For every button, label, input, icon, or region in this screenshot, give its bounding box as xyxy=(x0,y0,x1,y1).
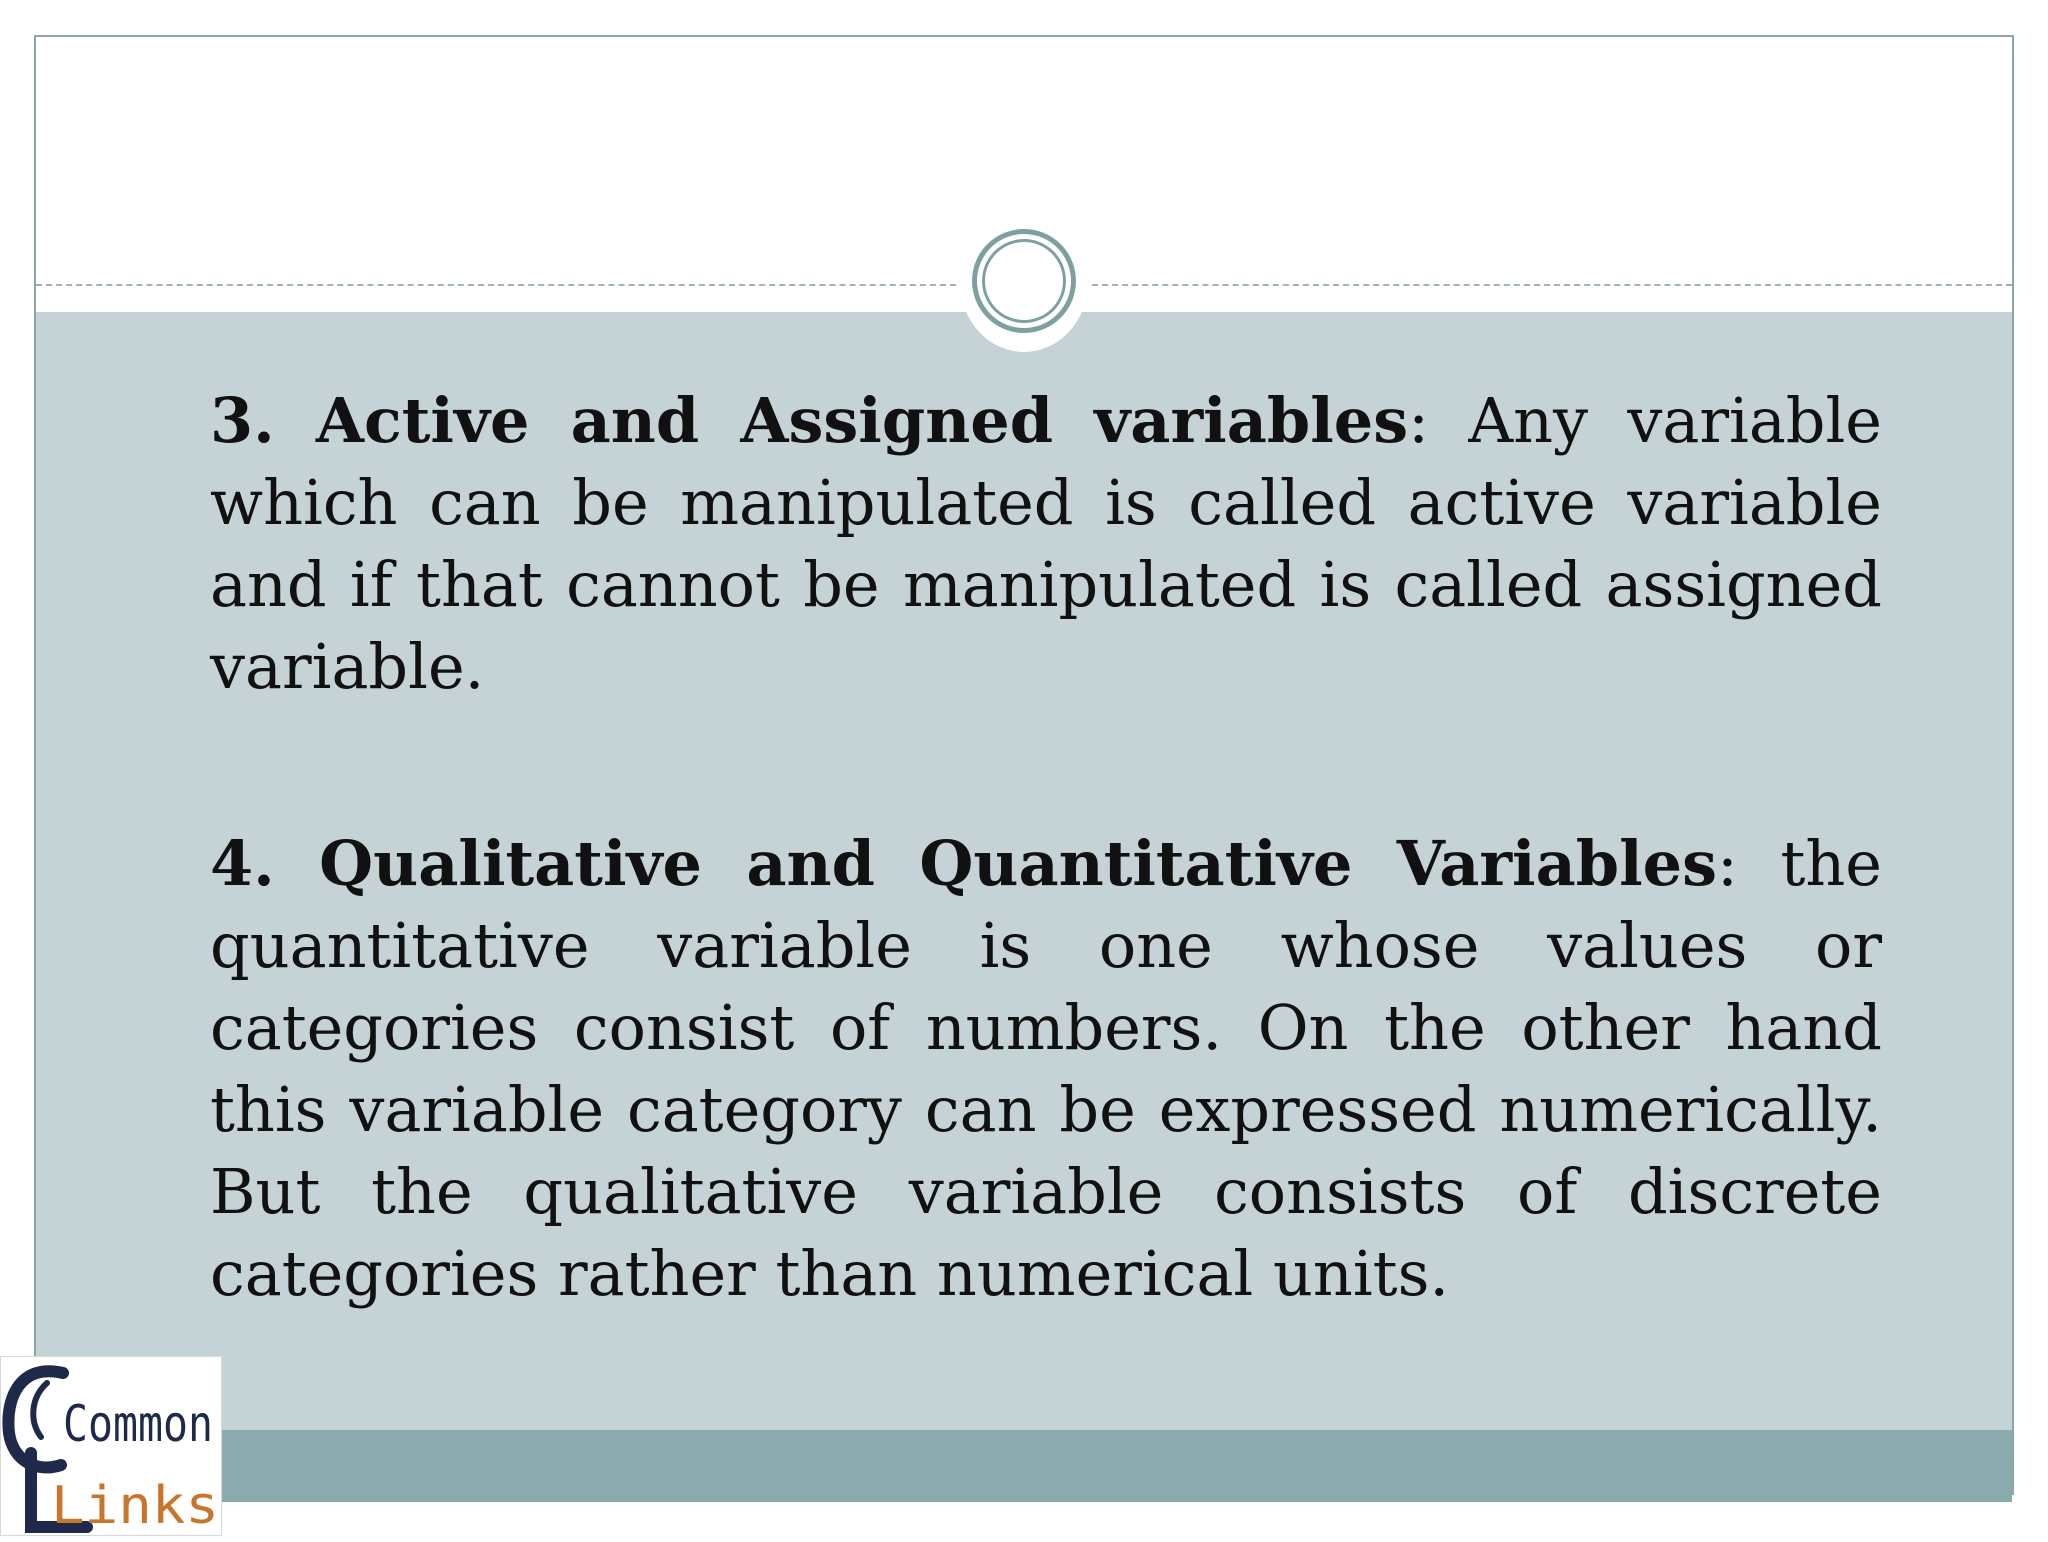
term-heading: 4. Qualitative and Quantitative Variables xyxy=(210,827,1718,900)
divider-right xyxy=(1092,284,2012,286)
footer-band xyxy=(36,1430,2012,1502)
common-links-logo-icon xyxy=(0,1356,222,1536)
paragraph-body: the quantitative variable is one whose values or categories consist of numbers. On the other hand this variable category can be expressed numerically. But the qualitative variable consists of discrete categories rather than numerical units. xyxy=(210,827,1882,1310)
logo-line1: Common xyxy=(63,1395,213,1453)
logo-graphic xyxy=(1,1357,223,1537)
divider-left xyxy=(36,284,956,286)
paragraph-body: Any variable which can be manipulated is called active variable and if that cannot be manipulated is called assigned variable. xyxy=(210,384,1882,703)
term-separator: : xyxy=(1408,384,1430,457)
term-separator: : xyxy=(1717,827,1738,900)
circle-ornament-inner-icon xyxy=(982,239,1066,323)
paragraph-active-assigned xyxy=(210,380,1882,708)
term-heading: 3. Active and Assigned variables xyxy=(210,384,1409,457)
logo-line2: Links xyxy=(51,1476,219,1536)
paragraph-qualitative-quantitative xyxy=(210,823,1882,1315)
